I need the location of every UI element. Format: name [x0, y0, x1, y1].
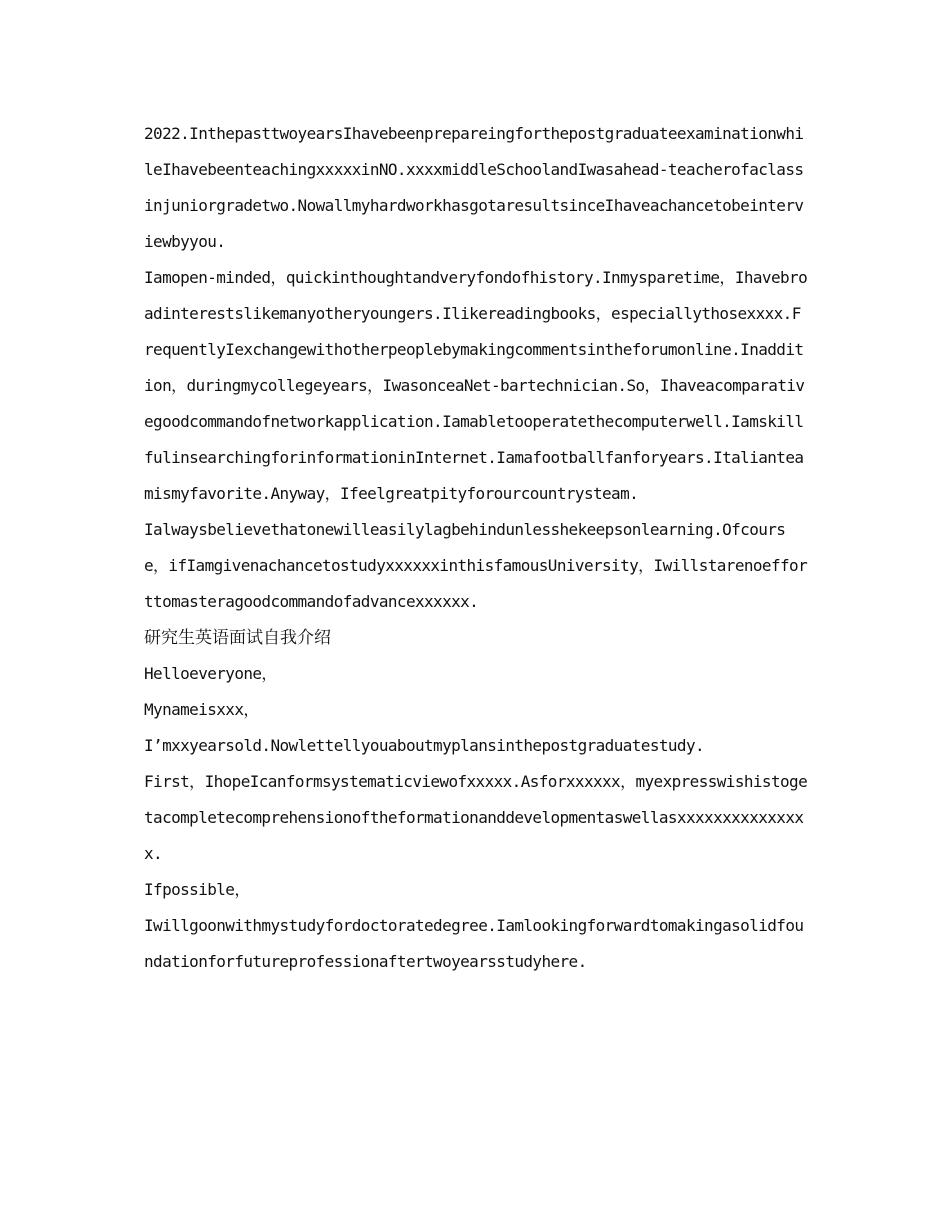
name-line: Mynameisxxx， [144, 700, 259, 719]
document-body [144, 116, 808, 980]
paragraph-belief: Ialwaysbelievethatonewilleasilylagbehindunlesshekeepsonlearning.Ofcourse，ifIamgivenachancetostudyxxxxxxinthisfamousUniversity，Iwillstarenoefforttomasteragoodcommandofadvancexxxxxx. [144, 520, 808, 611]
paragraph-plans: First，IhopeIcanformsystematicviewofxxxxx.Asforxxxxxx，myexpresswishistogetacompletecomprehensionoftheformationanddevelopmentaswellasxxxxxxxxxxxxxxx. [144, 772, 808, 863]
section-heading: 研究生英语面试自我介绍 [144, 628, 331, 648]
paragraph-background: 2022.InthepasttwoyearsIhavebeenprepareingforthepostgraduateexaminationwhileIhavebeenteachingxxxxxinNO.xxxxmiddleSchoolandIwasahead-teacherofaclassinjuniorgradetwo.NowallmyhardworkhasgotaresultsinceIhaveachancetobeinterviewbyyou. [144, 124, 804, 251]
paragraph-closing: Iwillgoonwithmystudyfordoctoratedegree.Iamlookingforwardtomakingasolidfoundationforfutureprofessionaftertwoyearsstudyhere. [144, 916, 804, 971]
possible-line: Ifpossible， [144, 880, 250, 899]
intro-line: I’mxxyearsold.Nowlettellyouaboutmyplansinthepostgraduatestudy. [144, 736, 705, 755]
greeting-line: Helloeveryone， [144, 664, 277, 683]
paragraph-personality: Iamopen-minded，quickinthoughtandveryfondofhistory.Inmysparetime，Ihavebroadinterestslikemanyotheryoungers.Ilikereadingbooks，especiallythosexxxx.FrequentlyIexchangewithotherpeoplebymakingcommentsintheforumonline.Inaddition，duringmycollegeyears，IwasonceaNet-bartechnician.So，Ihaveacomparativegoodcommandofnetworkapplication.Iamabletooperatethecomputerwell.IamskillfulinsearchingforinformationinInternet.Iamafootballfanforyears.Italianteamismyfavorite.Anyway，Ifeelgreatpityforourcountrysteam. [144, 268, 808, 503]
